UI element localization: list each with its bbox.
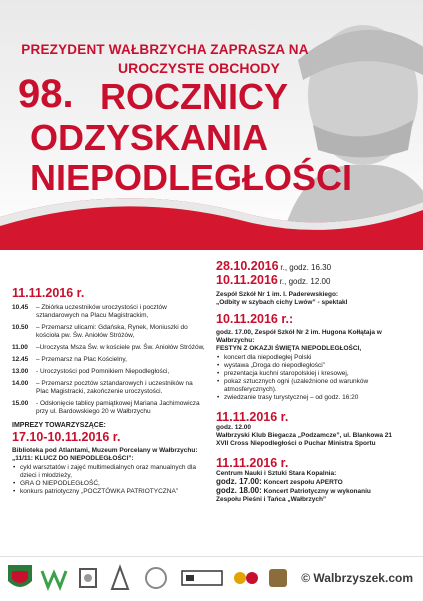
- festyn-bullets: [216, 354, 416, 402]
- list-item: • koncert dla niepodległej Polski: [224, 354, 416, 362]
- invite-line: PREZYDENT WAŁBRZYCHA ZAPRASZA NA: [21, 42, 309, 57]
- culture-logo-icon: [140, 563, 172, 593]
- schedule-item: 13.00 - Uroczystości pod Pomnikiem Niepodległości,: [12, 368, 170, 375]
- school1-text: „Odbity w szybach cichy Lwów” - spektakl: [216, 299, 348, 306]
- list-item: • konkurs patriotyczny „POCZTÓWKA PATRIOTYCZNA”: [20, 488, 207, 496]
- library-event: Biblioteka pod Atlantami, Muzeum Porcelany w Wałbrzychu: „11/11: KLUCZ DO NIEPODLEGŁOŚCI”:: [12, 447, 198, 462]
- event-date: 10.11.2016: [216, 273, 278, 287]
- list-item: • GRA O NIEPODLEGŁOŚĆ,: [20, 480, 207, 488]
- event-date: 11.11.2016 r.: [216, 456, 289, 470]
- accompanying-events-title: IMPREZY TOWARZYSZĄCE:: [12, 422, 106, 429]
- club-title: Wałbrzyski Klub Biegacza „Podzamcze”, ul. Blankowa 21: [216, 432, 393, 439]
- school2-title: Zespół Szkół Nr 2 im. Hugona Kołłątaja w Wałbrzychu:: [216, 329, 382, 344]
- atlantes-logo-icon: [108, 563, 132, 593]
- event-date: 10.11.2016 r.:: [216, 312, 294, 326]
- list-item: • zwiedzanie trasy turystycznej – od godz. 16:20: [224, 394, 416, 402]
- schedule-item: 10.45 – Zbiórka uczestników uroczystości i pocztów sztandarowych na Placu Magistrackim,: [12, 304, 167, 319]
- library-bullets: [12, 464, 207, 496]
- event-date: 28.10.2016: [216, 259, 279, 273]
- subtitle: UROCZYSTE OBCHODY: [118, 60, 280, 76]
- festyn-title: FESTYN Z OKAZJI ŚWIĘTA NIEPODLEGŁOŚCI,: [216, 345, 362, 352]
- sponsor-logos-bar: [0, 556, 423, 601]
- partner-logo-icon: [266, 563, 290, 593]
- anniversary-number: 98.: [18, 72, 74, 116]
- header-banner: [0, 0, 423, 250]
- school1-title: Zespół Szkół Nr 1 im. I. Paderewskiego:: [216, 291, 339, 298]
- centre-title: Centrum Nauki i Sztuki Stara Kopalnia:: [216, 470, 337, 477]
- left-column: [12, 286, 207, 496]
- list-item: • wystawa „Droga do niepodległości”: [224, 362, 416, 370]
- list-item: • prezentacja kuchni staropolskiej i kresowej,: [224, 370, 416, 378]
- event-date: 11.11.2016 r.: [216, 410, 289, 424]
- title-line-3: NIEPODLEGŁOŚCI: [30, 157, 353, 198]
- accompanying-date: 17.10-10.11.2016 r.: [12, 430, 121, 444]
- list-item: • cykl warsztatów i zajęć multimedialnych oraz manualnych dla dzieci i młodzieży,: [20, 464, 207, 480]
- schedule-item: 10.50 – Przemarsz ulicami: Gdańska, Rynek, Moniuszki do kościoła pw. Św. Aniołów Stróżów,: [12, 324, 188, 339]
- schedule-item: 15.00 - Odsłonięcie tablicy pamiątkowej Mariana Jachimowicza przy ul. Bardowskiego 20 w Wałbrzychu: [12, 400, 200, 415]
- stara-kopalnia-logo-icon: [180, 563, 224, 593]
- wok-logo-icon: [230, 563, 260, 593]
- museum-logo-icon: [76, 563, 100, 593]
- schedule-item: 14.00 – Przemarsz pocztów sztandarowych i uczestników na Plac Magistracki, zakończenie uroczystości.: [12, 380, 193, 395]
- walbrzych-logo-icon: [40, 563, 68, 593]
- schedule-item: 12.45 – Przemarsz na Plac Kościelny,: [12, 356, 127, 363]
- schedule-item: 11.00 –Uroczysta Msza Św. w kościele pw. Św. Aniołów Stróżów,: [12, 344, 205, 351]
- title-line-1: ROCZNICY: [100, 76, 288, 117]
- main-date: 11.11.2016 r.: [12, 286, 85, 300]
- cross-title: XVII Cross Niepodległości o Puchar Ministra Sportu: [216, 440, 376, 447]
- right-column: 28.10.2016 r., godz. 16.30 10.11.2016 r., godz. 12.00 Zespół Szkół Nr 1 im. I. Paderewskiego: „Odbity w szybach cichy Lwów” - spektakl 10.11.2016 r.: godz. 17.00, Zespół Szkół Nr 2 im. Hugona Kołłątaja w Wałbrzychu: FESTYN Z OKAZJI ŚWIĘTA NIEPODLEGŁOŚCI, • koncert dla niepodległej Polski • wystawa „Droga do niepodległości” • prezentacja kuchni staropolskiej i kresowej, • pokaz sztucznych ogni (uzależnione od warunków atmosferycznych). • zwiedzanie trasy turystycznej – od godz. 16:20 11.11.2016 r. godz. 12.00 Wałbrzyski Klub Biegacza „Podzamcze”, ul. Blankowa 21 XVII Cross Niepodległości o Puchar Ministra Sportu 11.11.2016 r. Centrum Nauki i Sztuki Stara Kopalnia: godz. 17.00: Koncert zespołu APERTO godz. 18.00: Koncert Patriotyczny w wykonaniu Zespołu Pieśni i Tańca „Wałbrzych”: [216, 259, 416, 504]
- list-item: • pokaz sztucznych ogni (uzależnione od warunków atmosferycznych).: [224, 378, 416, 394]
- title-line-2: ODZYSKANIA: [30, 117, 269, 158]
- watermark: © Walbrzyszek.com: [301, 571, 413, 585]
- city-crest-icon: [6, 563, 34, 593]
